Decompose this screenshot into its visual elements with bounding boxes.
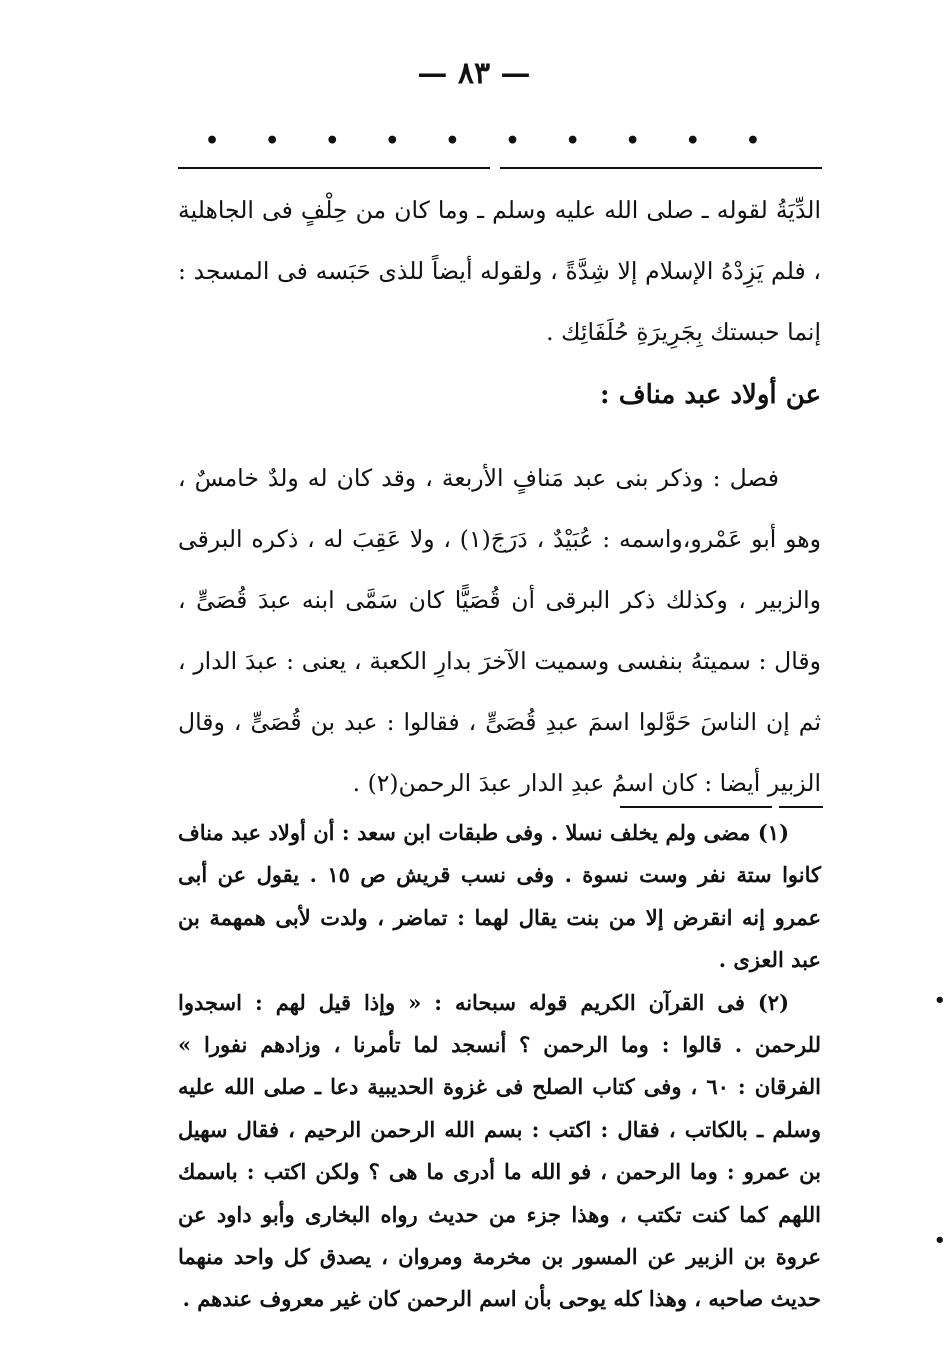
divider-dot: • [265, 128, 280, 154]
top-paragraph: الدِّيَةُ لقوله ـ صلى الله عليه وسلم ـ وما كان من حِلْفٍ فى الجاهلية ، فلم يَزِدْهُ الإسلام إلا شِدَّةً ، ولقوله أيضاً للذى حَبَسه فى المسجد : إنما حبستك بِجَرِيرَةِ حُلَفَائِك . [178, 196, 821, 346]
top-paragraph-block [178, 180, 821, 363]
ornamental-dots [205, 128, 760, 154]
divider-dot: • [685, 128, 700, 154]
section-paragraph: فصل : وذكر بنى عبد مَنافٍ الأربعة ، وقد كان له ولدٌ خامسٌ ، وهو أبو عَمْرو،واسمه : عُبَيْدٌ ، دَرَجَ(١) ، ولا عَقِبَ له ، ذكره البرقى والزبير ، وكذلك ذكر البرقى أن قُصَيًّا كان سَمَّى ابنه عبدَ قُصَىٍّ ، وقال : سميتهُ بنفسى وسميت الآخرَ بدارِ الكعبة ، يعنى : عبدَ الدار ، ثم إن الناسَ حَوَّلوا اسمَ عبدِ قُصَىٍّ ، فقالوا : عبد بن قُصَىٍّ ، وقال الزبير أيضا : كان اسمُ عبدِ الدار عبدَ الرحمن(٢) . [178, 464, 821, 797]
footnote-rule-right [779, 806, 823, 808]
page-number: — ٨٣ — [417, 56, 531, 91]
header-rule-left [178, 167, 490, 169]
divider-dot: • [565, 128, 580, 154]
divider-dot: • [205, 128, 220, 154]
divider-dot: • [745, 128, 760, 154]
divider-dot: • [625, 128, 640, 154]
margin-mark: • [934, 990, 946, 1011]
divider-dot: • [505, 128, 520, 154]
header-rule-right [500, 167, 822, 169]
section-heading: عن أولاد عبد مناف : [600, 380, 821, 410]
footnote-rule-left [620, 806, 772, 808]
footnote-2: (٢) فى القرآن الكريم قوله سبحانه : « وإذا قيل لهم : اسجدوا للرحمن . قالوا : وما الرحمن ؟ أنسجد لما تأمرنا ، وزادهم نفورا » الفرقان : ٦٠ ، وفى كتاب الصلح فى غزوة الحديبية دعا ـ صلى الله عليه وسلم ـ بالكاتب ، فقال : اكتب : بسم الله الرحمن الرحيم ، فقال سهيل بن عمرو : وما الرحمن ، فو الله ما أدرى ما هى ؟ ولكن اكتب : باسمك اللهم كما كنت تكتب ، وهذا جزء من حديث رواه البخارى وأبو داود عن عروة بن الزبير عن المسور بن مخرمة ومروان ، يصدق كل واحد منهما حديث صاحبه ، وهذا كله يوحى بأن اسم الرحمن كان غير معروف عندهم . [178, 989, 821, 1312]
section-paragraph-block [178, 448, 821, 814]
divider-dot: • [385, 128, 400, 154]
footnote-1: (١) مضى ولم يخلف نسلا . وفى طبقات ابن سعد : أن أولاد عبد مناف كانوا ستة نفر وست نسوة . وفى نسب قريش ص ١٥ . يقول عن أبى عمرو إنه انقرض إلا من بنت يقال لهما : تماضر ، ولدت لأبى همهمة بن عبد العزى . [178, 820, 821, 973]
margin-mark: • [934, 1230, 946, 1251]
footnotes [178, 812, 821, 1321]
divider-dot: • [325, 128, 340, 154]
divider-dot: • [445, 128, 460, 154]
